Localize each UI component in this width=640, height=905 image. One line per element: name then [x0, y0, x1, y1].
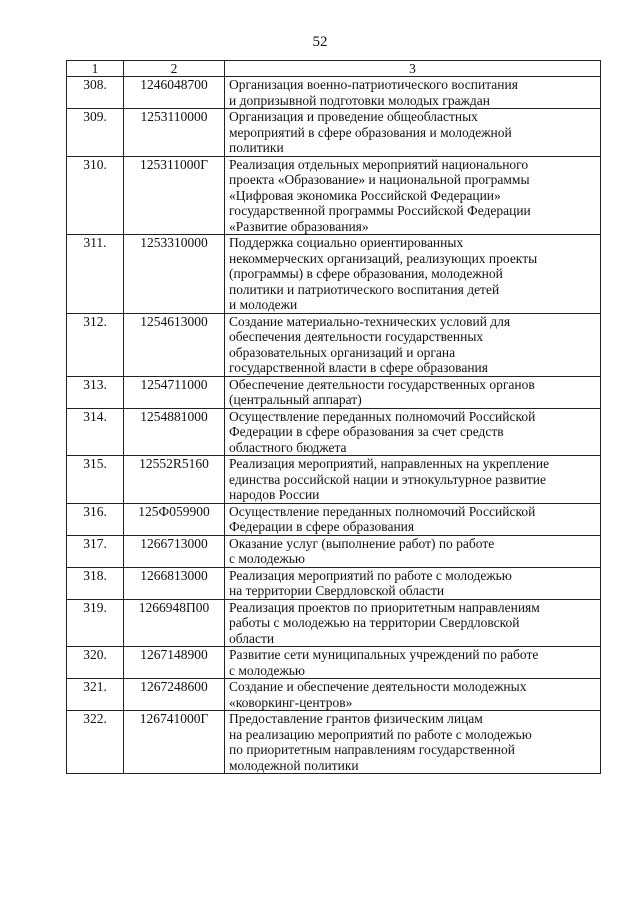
target-name [225, 503, 601, 535]
table-row [67, 77, 601, 109]
target-name-line: Поддержка социально ориентированных [229, 235, 464, 250]
target-name-line: «Цифровая экономика Российской Федерации» [229, 187, 501, 203]
target-name-line: образовательных организаций и органа [229, 344, 456, 360]
row-number: 313. [67, 376, 124, 408]
target-code: 125Ф059900 [124, 503, 225, 535]
table-row [67, 156, 601, 235]
target-name [225, 535, 601, 567]
target-code: 12552R5160 [124, 456, 225, 504]
table-row [67, 408, 601, 456]
table-row [67, 567, 601, 599]
target-name-line: проекта «Образование» и национальной программы [229, 172, 530, 187]
target-name-line: мероприятий в сфере образования и молодежной [229, 124, 512, 140]
target-name-line: единства российской нации и этнокультурное развитие [229, 471, 547, 487]
target-code: 1266813000 [124, 567, 225, 599]
target-name-line: Федерации в сфере образования за счет средств [229, 424, 504, 439]
row-number: 311. [67, 235, 124, 314]
row-number: 317. [67, 535, 124, 567]
target-name-line: Создание материально-технических условий для [229, 313, 511, 329]
target-code: 1267148900 [124, 647, 225, 679]
target-name-line: государственной власти в сфере образования [229, 360, 488, 375]
target-name-line: и допризывной подготовки молодых граждан [229, 92, 490, 108]
page-number: 52 [312, 34, 328, 50]
target-name-line: и молодежи [229, 297, 298, 312]
target-name-line: Осуществление переданных полномочий Российской [229, 408, 536, 424]
target-name-line: с молодежью [229, 662, 306, 678]
table-row [67, 679, 601, 711]
row-number: 316. [67, 503, 124, 535]
target-name-line: с молодежью [229, 551, 306, 566]
table-row [67, 456, 601, 504]
target-name-line: Предоставление грантов физическим лицам [229, 711, 483, 726]
target-code: 1253110000 [124, 109, 225, 157]
table-row [67, 711, 601, 774]
target-name-line: работы с молодежью на территории Свердловской [229, 615, 520, 630]
target-code: 1267248600 [124, 679, 225, 711]
target-name [225, 376, 601, 408]
table-row [67, 599, 601, 647]
target-name-line: Обеспечение деятельности государственных органов [229, 376, 535, 392]
target-name [225, 599, 601, 647]
target-name-line: (центральный аппарат) [229, 392, 362, 407]
row-number: 322. [67, 711, 124, 774]
table-row [67, 376, 601, 408]
target-name [225, 408, 601, 456]
target-code: 126741000Г [124, 711, 225, 774]
target-code: 1266713000 [124, 535, 225, 567]
target-name-line: «Развитие образования» [229, 218, 369, 234]
target-name-line: по приоритетным направлениям государственной [229, 742, 515, 757]
target-name [225, 567, 601, 599]
row-number: 320. [67, 647, 124, 679]
target-name-line: Оказание услуг (выполнение работ) по работе [229, 535, 495, 551]
row-number: 319. [67, 599, 124, 647]
target-name-line: Развитие сети муниципальных учреждений по работе [229, 647, 539, 662]
row-number: 315. [67, 456, 124, 504]
target-code: 125311000Г [124, 156, 225, 235]
target-name [225, 156, 601, 235]
table-row [67, 109, 601, 157]
target-name-line: Реализация мероприятий по работе с молодежью [229, 567, 512, 583]
table-body [67, 77, 601, 774]
row-number: 310. [67, 156, 124, 235]
target-name-line: некоммерческих организаций, реализующих проекты [229, 250, 538, 266]
column-header-name: 3 [225, 61, 601, 77]
target-name [225, 313, 601, 376]
row-number: 308. [67, 77, 124, 109]
table-header-row [67, 61, 601, 77]
row-number: 318. [67, 567, 124, 599]
target-name-line: «коворкинг-центров» [229, 694, 353, 710]
target-name [225, 647, 601, 679]
column-header-code: 2 [124, 61, 225, 77]
target-name-line: политики и патриотического воспитания детей [229, 281, 500, 297]
target-name-line: государственной программы Российской Федерации [229, 203, 531, 218]
target-code: 1253310000 [124, 235, 225, 314]
target-code: 1266948П00 [124, 599, 225, 647]
target-name-line: политики [229, 140, 284, 155]
target-name-line: Осуществление переданных полномочий Российской [229, 503, 536, 519]
table-row [67, 503, 601, 535]
target-name-line: обеспечения деятельности государственных [229, 329, 484, 344]
table-row [67, 647, 601, 679]
target-code: 1246048700 [124, 77, 225, 109]
target-name-line: Организация и проведение общеобластных [229, 109, 478, 124]
table-row [67, 535, 601, 567]
target-name-line: Создание и обеспечение деятельности молодежных [229, 679, 527, 694]
target-name [225, 679, 601, 711]
column-header-number: 1 [67, 61, 124, 77]
target-name-line: Реализация проектов по приоритетным направлениям [229, 599, 540, 615]
target-name [225, 711, 601, 774]
target-name-line: Реализация отдельных мероприятий национального [229, 156, 529, 172]
target-name-line: на территории Свердловской области [229, 583, 445, 598]
target-name [225, 109, 601, 157]
target-name [225, 235, 601, 314]
row-number: 312. [67, 313, 124, 376]
target-name-line: области [229, 630, 275, 646]
row-number: 309. [67, 109, 124, 157]
target-code: 1254881000 [124, 408, 225, 456]
target-name-line: (программы) в сфере образования, молодежной [229, 266, 503, 281]
target-name-line: народов России [229, 487, 320, 502]
row-number: 314. [67, 408, 124, 456]
target-name-line: на реализацию мероприятий по работе с молодежью [229, 726, 532, 742]
table-row [67, 235, 601, 314]
target-name [225, 77, 601, 109]
target-code: 1254613000 [124, 313, 225, 376]
target-name-line: молодежной политики [229, 757, 359, 773]
target-name-line: Организация военно-патриотического воспитания [229, 77, 518, 92]
table-row [67, 313, 601, 376]
target-code: 1254711000 [124, 376, 225, 408]
target-name [225, 456, 601, 504]
row-number: 321. [67, 679, 124, 711]
budget-code-table [66, 60, 601, 774]
target-name-line: Федерации в сфере образования [229, 519, 415, 534]
target-name-line: областного бюджета [229, 439, 347, 455]
target-name-line: Реализация мероприятий, направленных на укрепление [229, 456, 550, 471]
